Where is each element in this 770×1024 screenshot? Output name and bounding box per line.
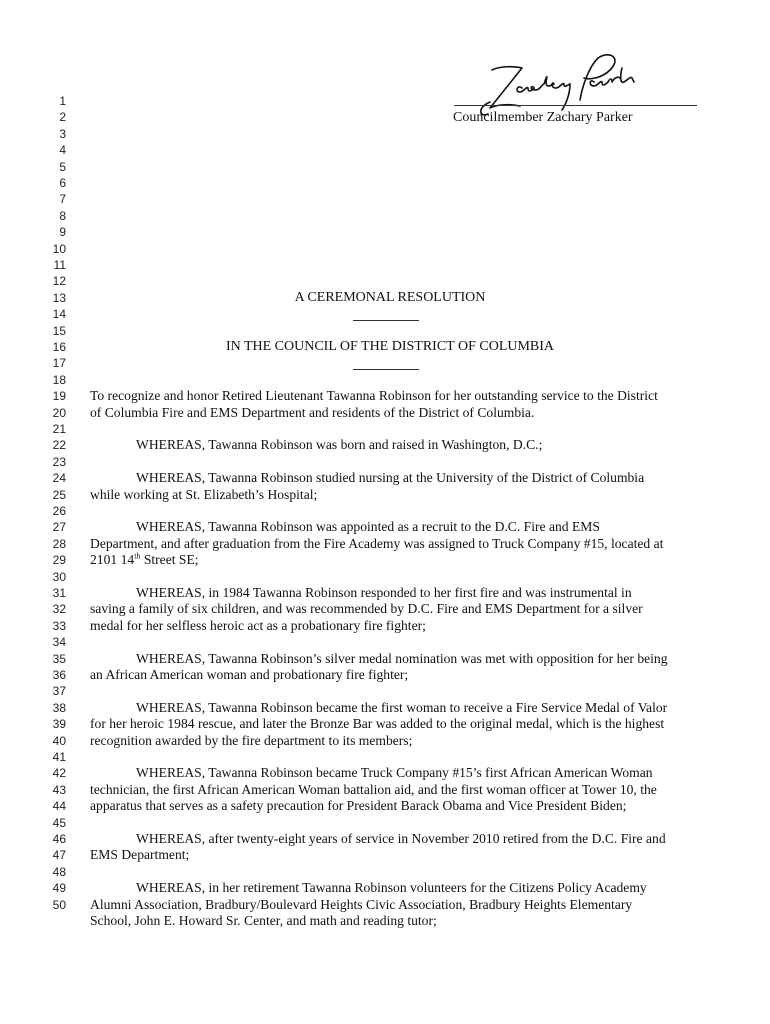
whereas-8-line-2: EMS Department; xyxy=(90,847,190,863)
line-number: 16 xyxy=(52,340,66,354)
line-number: 3 xyxy=(59,126,66,141)
whereas-6-line-3: recognition awarded by the fire department to its members; xyxy=(90,732,413,748)
line-number: 21 xyxy=(52,422,66,436)
sponsor-name: Councilmember Zachary Parker xyxy=(453,110,633,125)
whereas-5-line-2: an African American woman and probationary fire fighter; xyxy=(90,667,409,682)
resolution-title: A CEREMONAL RESOLUTION xyxy=(294,289,486,305)
line-number: 44 xyxy=(52,799,66,814)
line-number: 6 xyxy=(59,176,66,190)
line-number: 34 xyxy=(52,635,66,650)
line-number: 2 xyxy=(59,110,66,125)
line-number: 37 xyxy=(52,684,66,699)
line-number: 5 xyxy=(59,159,66,174)
ordinal-suffix: th xyxy=(134,551,141,561)
whereas-9-line-3: School, John E. Howard Sr. Center, and math and reading tutor; xyxy=(90,913,437,928)
purpose-line-1: To recognize and honor Retired Lieutenant Tawanna Robinson for her outstanding service to the District xyxy=(90,388,658,404)
line-number: 26 xyxy=(52,504,66,518)
line-number: 9 xyxy=(59,225,66,240)
whereas-5-line-1: WHEREAS, Tawanna Robinson’s silver medal nomination was met with opposition for her being xyxy=(136,650,668,666)
line-number: 18 xyxy=(52,372,66,387)
line-number: 15 xyxy=(52,323,66,338)
whereas-7-line-2: technician, the first African American Woman battalion aid, and the first woman officer at Tower 10, the xyxy=(90,781,657,797)
whereas-3-line-3 xyxy=(90,552,690,568)
whereas-7-line-1: WHEREAS, Tawanna Robinson became Truck Company #15’s first African American Woman xyxy=(136,765,653,781)
whereas-7-line-3: apparatus that serves as a safety precaution for President Barack Obama and Vice President Biden; xyxy=(90,798,627,814)
line-number: 7 xyxy=(59,192,66,207)
line-number: 31 xyxy=(52,586,66,600)
line-number: 1 xyxy=(59,94,66,108)
whereas-4-line-3: medal for her selfless heroic act as a probationary fire fighter; xyxy=(90,617,426,633)
line-number: 14 xyxy=(52,307,66,322)
signature-block xyxy=(450,48,700,138)
whereas-4-line-2: saving a family of six children, and was recommended by D.C. Fire and EMS Department for a silver xyxy=(90,601,643,617)
line-number: 19 xyxy=(52,389,66,404)
line-number: 30 xyxy=(52,569,66,584)
line-number: 32 xyxy=(52,602,66,617)
line-number: 27 xyxy=(52,520,66,535)
line-number: 25 xyxy=(52,487,66,502)
line-number: 45 xyxy=(52,815,66,830)
line-number: 20 xyxy=(52,405,66,420)
line-number: 4 xyxy=(59,143,66,158)
whereas-8-line-1: WHEREAS, after twenty-eight years of service in November 2010 retired from the D.C. Fire and xyxy=(136,831,666,846)
whereas-3-line-2: Department, and after graduation from the Fire Academy was assigned to Truck Company #15, located at xyxy=(90,535,664,551)
line-number: 50 xyxy=(52,897,66,912)
line-number: 36 xyxy=(52,668,66,682)
line-number: 29 xyxy=(52,553,66,568)
whereas-3-line-1: WHEREAS, Tawanna Robinson was appointed as a recruit to the D.C. Fire and EMS xyxy=(136,519,600,535)
line-number: 35 xyxy=(52,651,66,666)
council-divider xyxy=(353,369,419,370)
line-number: 33 xyxy=(52,618,66,633)
line-number: 13 xyxy=(52,290,66,305)
line-number: 43 xyxy=(52,782,66,797)
whereas-9-line-2: Alumni Association, Bradbury/Boulevard Heights Civic Association, Bradbury Heights Elementary xyxy=(90,896,633,912)
title-divider xyxy=(353,320,419,321)
line-number: 22 xyxy=(52,438,66,453)
address-street: Street SE; xyxy=(140,552,199,568)
whereas-1-line-1: WHEREAS, Tawanna Robinson was born and raised in Washington, D.C.; xyxy=(136,437,543,453)
council-heading: IN THE COUNCIL OF THE DISTRICT OF COLUMBIA xyxy=(225,339,555,354)
whereas-9-line-1: WHEREAS, in her retirement Tawanna Robinson volunteers for the Citizens Policy Academy xyxy=(136,880,647,896)
whereas-2-line-2: while working at St. Elizabeth’s Hospital; xyxy=(90,486,318,502)
whereas-2-line-1: WHEREAS, Tawanna Robinson studied nursing at the University of the District of Columbia xyxy=(136,470,645,486)
line-number: 48 xyxy=(52,864,66,879)
line-number: 47 xyxy=(52,848,66,863)
line-number: 23 xyxy=(52,454,66,469)
whereas-4-line-1: WHEREAS, in 1984 Tawanna Robinson responded to her first fire and was instrumental in xyxy=(136,585,632,600)
line-number: 8 xyxy=(59,208,66,223)
line-number: 41 xyxy=(52,750,66,764)
purpose-line-2: of Columbia Fire and EMS Department and residents of the District of Columbia. xyxy=(90,404,535,420)
line-number: 12 xyxy=(52,274,66,289)
whereas-6-line-1: WHEREAS, Tawanna Robinson became the first woman to receive a Fire Service Medal of Valor xyxy=(136,699,668,715)
address-number: 2101 14 xyxy=(90,552,135,568)
line-number: 42 xyxy=(52,766,66,781)
line-number: 49 xyxy=(52,881,66,896)
line-number: 38 xyxy=(52,700,66,715)
line-number: 28 xyxy=(52,536,66,551)
handwritten-signature xyxy=(470,48,650,118)
line-number: 46 xyxy=(52,832,66,846)
line-number: 24 xyxy=(52,471,66,486)
signature-line xyxy=(454,105,697,106)
line-number: 10 xyxy=(52,241,66,256)
line-number: 39 xyxy=(52,717,66,732)
line-number: 11 xyxy=(53,258,66,272)
whereas-6-line-2: for her heroic 1984 rescue, and later the Bronze Bar was added to the original medal, which is the highest xyxy=(90,716,665,732)
line-number: 40 xyxy=(52,733,66,748)
line-number: 17 xyxy=(52,356,66,371)
